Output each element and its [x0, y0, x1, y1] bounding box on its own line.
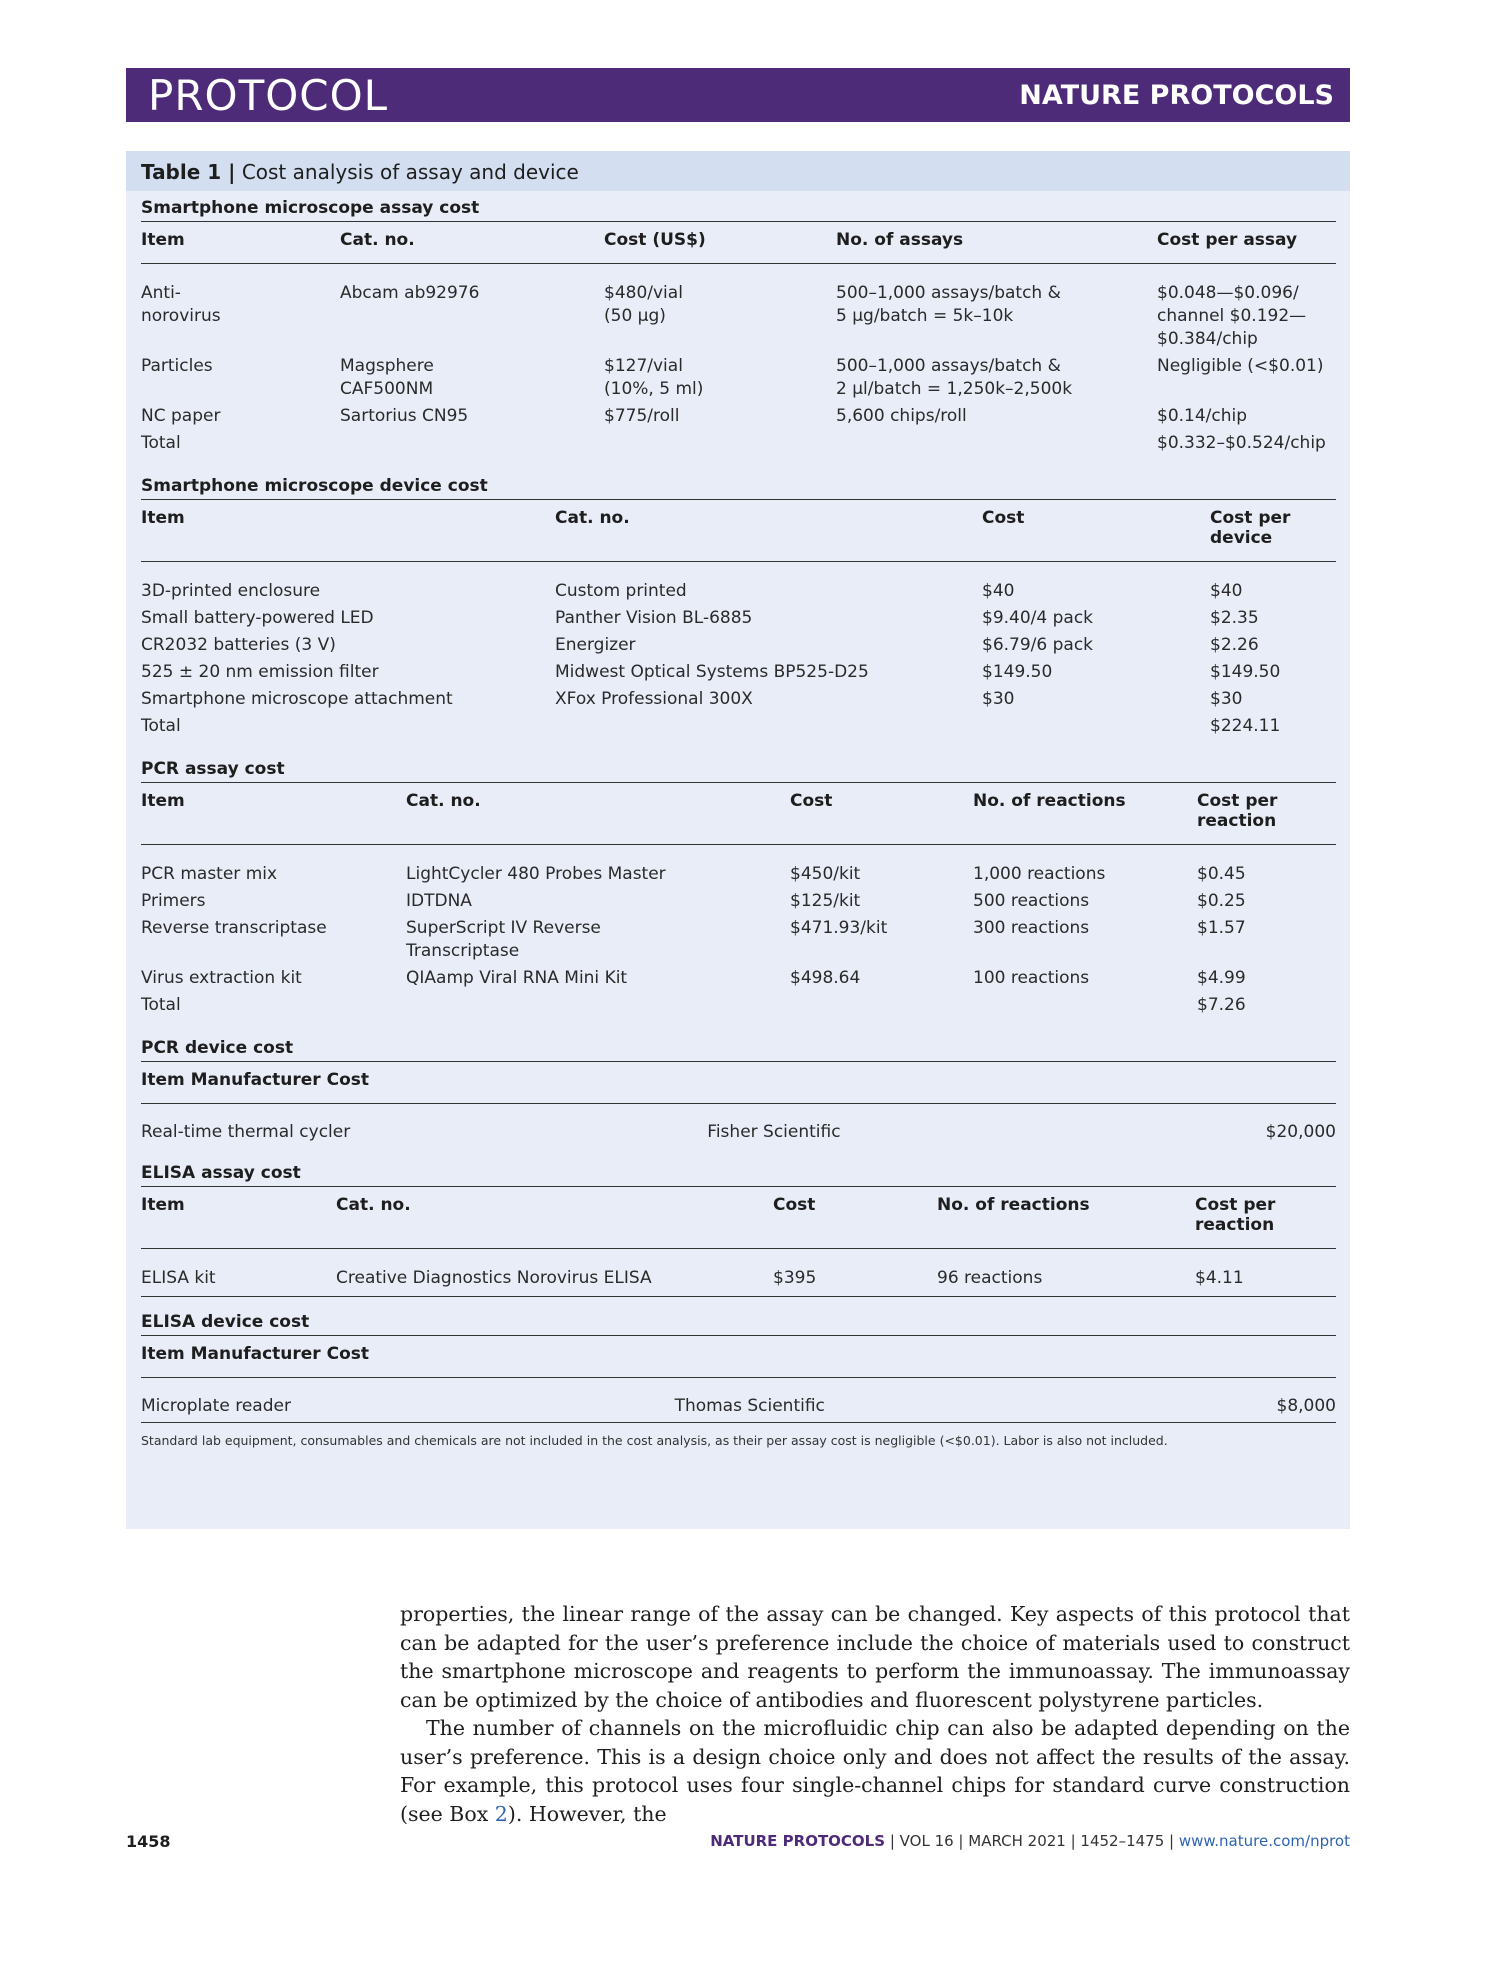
table-cell [340, 430, 604, 461]
table-cell: $471.93/kit [790, 918, 888, 938]
table-cell: Total [141, 995, 181, 1015]
table-row [141, 562, 1336, 606]
table-cell: NC paper [141, 406, 221, 426]
table-cell: $7.26 [1197, 995, 1246, 1015]
table-cell: 1,000 reactions [973, 864, 1106, 884]
pcr-assay-table [141, 782, 1336, 1023]
table-cell [604, 430, 836, 461]
table-row [141, 632, 1336, 659]
table-cell: $480/vial (50 μg) [604, 283, 683, 326]
table-cell [790, 992, 973, 1023]
table-cell: $40 [982, 581, 1015, 601]
footer-url[interactable]: www.nature.com/nprot [1178, 1832, 1350, 1850]
device-item: Microplate reader [141, 1396, 291, 1416]
column-header: Cat. no. [336, 1187, 773, 1249]
column-header: Cost [773, 1187, 937, 1249]
table-cell: 5,600 chips/roll [836, 406, 967, 426]
table-footnote: Standard lab equipment, consumables and chemicals are not included in the cost analysis, as their per assay cost is negligible (<$0.01). Labor is also not included. [141, 1433, 1168, 1448]
footer-journal: NATURE PROTOCOLS [710, 1832, 886, 1850]
column-header: Cost (US$) [604, 222, 836, 264]
table-cell: $1.57 [1197, 918, 1246, 938]
paragraph: properties, the linear range of the assay can be changed. Key aspects of this protocol that can be adapted for the user’s preference include the choice of materials used to construct the smartphone microscope and reagents to perform the immunoassay. The immunoassay can be optimized by the choice of antibodies and fluorescent polystyrene particles. [400, 1602, 1350, 1712]
table-cell: $0.25 [1197, 891, 1246, 911]
table-caption: Cost analysis of assay and device [241, 160, 579, 184]
table-cell: $775/roll [604, 406, 680, 426]
table-cell [836, 430, 1157, 461]
column-header: Cat. no. [340, 222, 604, 264]
table-cell: ELISA kit [141, 1268, 216, 1288]
table-cell: SuperScript IV Reverse Transcriptase [406, 918, 601, 961]
table-cell [555, 713, 982, 744]
table-cell [973, 992, 1197, 1023]
column-header: No. of reactions [973, 783, 1197, 845]
table-cell: 100 reactions [973, 968, 1090, 988]
column-header: No. of assays [836, 222, 1157, 264]
table-cell: LightCycler 480 Probes Master [406, 864, 666, 884]
table-row [141, 992, 1336, 1023]
column-header: No. of reactions [937, 1187, 1195, 1249]
table-cell: $0.048—$0.096/ channel $0.192— $0.384/chip [1157, 283, 1307, 349]
column-header: Cat. no. [406, 783, 790, 845]
page-number: 1458 [126, 1832, 171, 1851]
table-cell: $0.14/chip [1157, 406, 1248, 426]
table-cell: Panther Vision BL-6885 [555, 608, 753, 628]
table-cell: $0.332–$0.524/chip [1157, 433, 1326, 453]
column-header: Cost [790, 783, 973, 845]
device-cost: $8,000 [1276, 1396, 1336, 1416]
table-cell: 525 ± 20 nm emission filter [141, 662, 379, 682]
table-cell: 500 reactions [973, 891, 1090, 911]
table-cell: $2.35 [1210, 608, 1259, 628]
paragraph-text: ). However, the [507, 1801, 667, 1826]
elisa-device-row [141, 1378, 1336, 1423]
table-cell: Anti- norovirus [141, 283, 221, 326]
column-header: Cost per device [1210, 500, 1336, 562]
table-cell: $395 [773, 1268, 817, 1288]
table-row [141, 605, 1336, 632]
table-row [141, 686, 1336, 713]
pcr-device-row [141, 1104, 1336, 1148]
table-cell: 500–1,000 assays/batch & 2 μl/batch = 1,250k–2,500k [836, 356, 1073, 399]
table-title [126, 151, 1350, 191]
page-footer [710, 1832, 1350, 1850]
table-cell: $0.45 [1197, 864, 1246, 884]
table-cell: Total [141, 716, 181, 736]
device-item: Real-time thermal cycler [141, 1122, 351, 1142]
table-cell: Custom printed [555, 581, 687, 601]
table-cell: CR2032 batteries (3 V) [141, 635, 336, 655]
table-cell: Energizer [555, 635, 636, 655]
table-cell: $125/kit [790, 891, 861, 911]
column-header: Item [141, 783, 406, 845]
table-row [141, 915, 1336, 965]
column-header: Cost per reaction [1197, 783, 1336, 845]
table-row [141, 713, 1336, 744]
device-cost: $20,000 [1265, 1122, 1336, 1142]
table-row [141, 1249, 1336, 1297]
table-cell: Virus extraction kit [141, 968, 302, 988]
column-header: Cost per reaction [1195, 1187, 1336, 1249]
section-title: PCR device cost [141, 1038, 294, 1058]
table-row [141, 888, 1336, 915]
table-cell: $30 [982, 689, 1015, 709]
table-cell: Magsphere CAF500NM [340, 356, 434, 399]
table-cell: 3D-printed enclosure [141, 581, 321, 601]
table-cell: QIAamp Viral RNA Mini Kit [406, 968, 628, 988]
table-cell: 96 reactions [937, 1268, 1043, 1288]
table-cell: Small battery-powered LED [141, 608, 374, 628]
table-cell [406, 992, 790, 1023]
column-header: Item [141, 222, 340, 264]
section-title: ELISA device cost [141, 1312, 310, 1332]
header-banner [126, 68, 1350, 122]
table-cell: $30 [1210, 689, 1243, 709]
elisa-assay-table [141, 1186, 1336, 1297]
device-manufacturer: Fisher Scientific [707, 1122, 841, 1142]
table-cell: $4.11 [1195, 1268, 1244, 1288]
box-link[interactable]: 2 [494, 1801, 508, 1826]
table-cell: $2.26 [1210, 635, 1259, 655]
journal-name: NATURE PROTOCOLS [1019, 80, 1334, 111]
table-cell: Particles [141, 356, 213, 376]
table-cell: IDTDNA [406, 891, 472, 911]
table-label: Table 1 | [141, 160, 236, 184]
table-cell: $9.40/4 pack [982, 608, 1094, 628]
table-cell: $40 [1210, 581, 1243, 601]
table-row [141, 430, 1336, 461]
table-cell [982, 713, 1210, 744]
footer-citation: | VOL 16 | MARCH 2021 | 1452–1475 | [885, 1832, 1179, 1850]
column-header: Cost [982, 500, 1210, 562]
table-cell: Total [141, 433, 181, 453]
table-cell: $149.50 [982, 662, 1053, 682]
table-cell: $224.11 [1210, 716, 1281, 736]
table-row [141, 845, 1336, 889]
table-row [141, 264, 1336, 354]
table-cell: Primers [141, 891, 206, 911]
cost-table [126, 151, 1350, 1529]
table-cell: $149.50 [1210, 662, 1281, 682]
body-text [400, 1600, 1350, 1828]
table-cell: $498.64 [790, 968, 861, 988]
table-cell: XFox Professional 300X [555, 689, 753, 709]
table-row [141, 659, 1336, 686]
column-header: Item [141, 1187, 336, 1249]
section-label: PROTOCOL [148, 71, 389, 120]
column-header: Cost per assay [1157, 222, 1336, 264]
smartphone-assay-table [141, 221, 1336, 461]
table-cell: 500–1,000 assays/batch & 5 μg/batch = 5k–10k [836, 283, 1061, 326]
table-row [141, 353, 1336, 403]
table-cell: Sartorius CN95 [340, 406, 469, 426]
table-cell: Reverse transcriptase [141, 918, 327, 938]
paragraph-text: The number of channels on the microfluidic chip can also be adapted depending on the user’s preference. This is a design choice only and does not affect the results of the assay. For example, this protocol uses four single-channel chips for standard curve construction (see Box [400, 1716, 1350, 1826]
paragraph [400, 1714, 1350, 1828]
table-cell: Negligible (<$0.01) [1157, 356, 1324, 376]
table-row [141, 965, 1336, 992]
table-cell: Creative Diagnostics Norovirus ELISA [336, 1268, 652, 1288]
table-cell: $6.79/6 pack [982, 635, 1094, 655]
table-cell: PCR master mix [141, 864, 278, 884]
table-cell: Midwest Optical Systems BP525-D25 [555, 662, 869, 682]
table-row [141, 403, 1336, 430]
table-cell: Smartphone microscope attachment [141, 689, 453, 709]
table-cell: Abcam ab92976 [340, 283, 480, 303]
elisa-device-header: Item Manufacturer Cost [141, 1335, 1336, 1378]
table-cell: 300 reactions [973, 918, 1090, 938]
column-header: Item [141, 500, 555, 562]
table-cell: $450/kit [790, 864, 861, 884]
pcr-device-header: Item Manufacturer Cost [141, 1061, 1336, 1104]
section-title: Smartphone microscope assay cost [141, 198, 480, 218]
device-manufacturer: Thomas Scientific [674, 1396, 825, 1416]
column-header: Cat. no. [555, 500, 982, 562]
smartphone-device-table [141, 499, 1336, 744]
table-cell: $127/vial (10%, 5 ml) [604, 356, 704, 399]
section-title: PCR assay cost [141, 759, 285, 779]
table-cell: $4.99 [1197, 968, 1246, 988]
section-title: ELISA assay cost [141, 1163, 301, 1183]
section-title: Smartphone microscope device cost [141, 476, 488, 496]
